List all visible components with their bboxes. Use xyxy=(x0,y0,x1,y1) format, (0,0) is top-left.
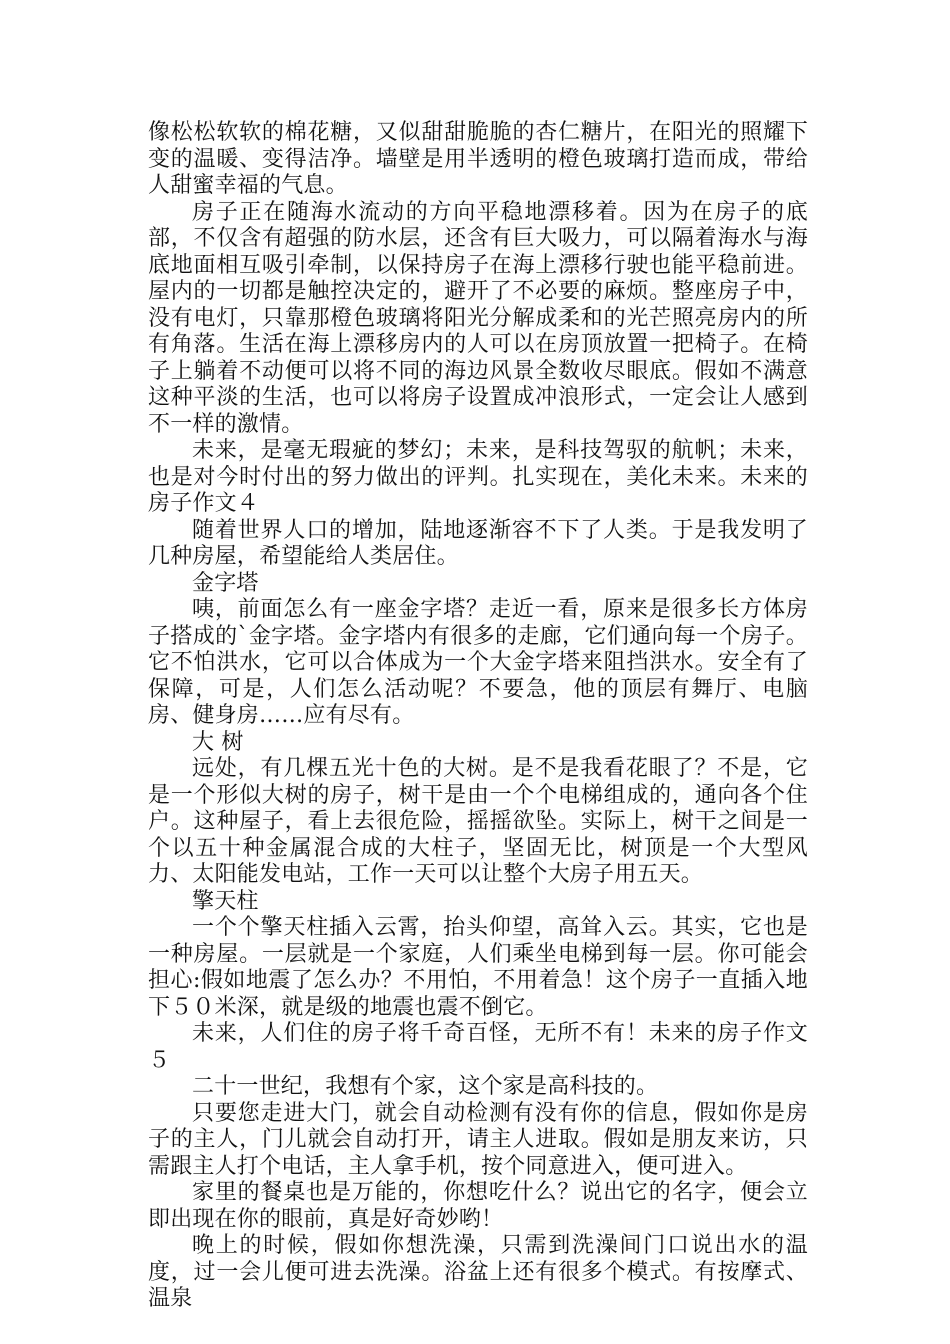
paragraph: 未来，是毫无瑕疵的梦幻；未来，是科技驾驭的航帆；未来，也是对今时付出的努力做出的评判。扎实现在，美化未来。未来的房子作文４ xyxy=(148,438,808,516)
document-body xyxy=(148,120,808,1313)
paragraph: 像松松软软的棉花糖，又似甜甜脆脆的杏仁糖片，在阳光的照耀下变的温暖、变得洁净。墙壁是用半透明的橙色玻璃打造而成，带给人甜蜜幸福的气息。 xyxy=(148,120,808,198)
section-heading-pillar: 擎天柱 xyxy=(192,888,259,914)
paragraph: 家里的餐桌也是万能的，你想吃什么？说出它的名字，便会立即出现在你的眼前，真是好奇妙哟！ xyxy=(148,1180,808,1232)
paragraph: 随着世界人口的增加，陆地逐渐容不下了人类。于是我发明了几种房屋，希望能给人类居住。 xyxy=(148,517,808,569)
paragraph: 二十一世纪，我想有个家，这个家是高科技的。 xyxy=(192,1074,659,1099)
paragraph: 房子正在随海水流动的方向平稳地漂移着。因为在房子的底部，不仅含有超强的防水层，还含有巨大吸力，可以隔着海水与海底地面相互吸引牵制，以保持房子在海上漂移行驶也能平稳前进。屋内的一切都是触控决定的，避开了不必要的麻烦。整座房子中，没有电灯，只靠那橙色玻璃将阳光分解成柔和的光芒照亮房内的所有角落。生活在海上漂移房内的人可以在房顶放置一把椅子。在椅子上躺着不动便可以将不同的海边风景全数收尽眼底。假如不满意这种平淡的生活，也可以将房子设置成冲浪形式，一定会让人感到不一样的激情。 xyxy=(148,199,808,437)
paragraph: 晚上的时候，假如你想洗澡，只需到洗澡间门口说出水的温度，过一会儿便可进去洗澡。浴盆上还有很多个模式。有按摩式、温泉 xyxy=(148,1233,808,1311)
paragraph: 一个个擎天柱插入云霄，抬头仰望，高耸入云。其实，它也是一种房屋。一层就是一个家庭，人们乘坐电梯到每一层。你可能会担心:假如地震了怎么办？不用怕，不用着急！这个房子一直插入地下５０米深，就是级的地震也震不倒它。 xyxy=(148,915,808,1020)
section-heading-pyramid: 金字塔 xyxy=(192,570,259,596)
paragraph: 只要您走进大门，就会自动检测有没有你的信息，假如你是房子的主人，门儿就会自动打开，请主人进取。假如是朋友来访，只需跟主人打个电话，主人拿手机，按个同意进入，便可进入。 xyxy=(148,1100,808,1179)
paragraph: 远处，有几棵五光十色的大树。是不是我看花眼了？不是，它是一个形似大树的房子，树干是由一个个电梯组成的，通向各个住户。这种屋子，看上去很危险，摇摇欲坠。实际上，树干之间是一个以五十种金属混合成的大柱子，坚固无比，树顶是一个大型风力、太阳能发电站，工作一天可以让整个大房子用五天。 xyxy=(148,756,808,887)
paragraph: 咦，前面怎么有一座金字塔？走近一看，原来是很多长方体房子搭成的`金字塔。金字塔内有很多的走廊，它们通向每一个房子。它不怕洪水，它可以合体成为一个大金字塔来阻挡洪水。安全有了保障，可是，人们怎么活动呢？不要急，他的顶层有舞厅、电脑房、健身房……应有尽有。 xyxy=(148,597,808,728)
section-heading-big-tree: 大 树 xyxy=(192,729,244,755)
paragraph: 未来，人们住的房子将千奇百怪，无所不有！未来的房子作文５ xyxy=(148,1021,808,1073)
